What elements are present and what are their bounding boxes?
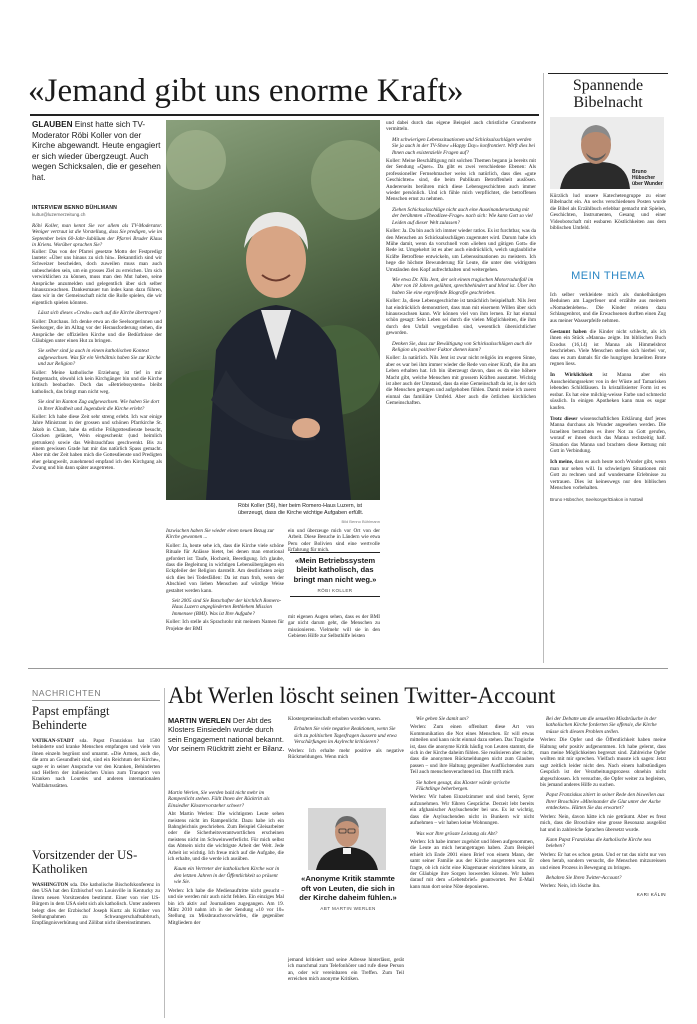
bottom-column-c	[410, 716, 534, 890]
sidebar-section-label: MEIN THEMA	[571, 270, 645, 282]
answer: Werlen: Wir haben Einzelzimmer und sind bereit, Syrer aufzunehmen. Wir führen Gespräche. Derzeit lebt bereits ein afghanischer Asylsuchender bei uns. Es ist wichtig, dass die Asylsuchenden nicht in Bunkern wir nicht aufnehmen – wir haben keine Wohnungen.	[410, 794, 534, 827]
question: Behalten Sie Ihren Twitter-Account?	[546, 874, 622, 881]
question: Kaum ein Vertreter der katholischen Kirche war in den letzten Jahren in der Öffentlichkeit so präsent wie Sie.	[174, 866, 280, 886]
answer: Werlen: Ich habe die Medienauftritte nicht gesucht – und sie werden mir auch nicht fehlen. Ein einziges Mal bin ich aktiv auf Journalisten zugegangen. Am 19. März 2010 nahm ich in der Sendung «10 vor 10» Stellung zu Missbrauchsvorwürfen, die gegenüber Mitgliedern der	[168, 887, 284, 926]
bottom-column-a	[168, 790, 284, 926]
sidebar-divider	[543, 73, 544, 663]
sidebar-intro	[550, 193, 666, 231]
abbot-portrait	[308, 808, 386, 870]
answer: und dabei durch das eigene Beispiel auch christliche Grundwerte vermitteln.	[386, 120, 536, 133]
question: Wie gehen Sie damit um?	[416, 716, 469, 722]
column-2	[166, 528, 284, 632]
sidebar-body	[550, 292, 666, 503]
bottom-lead-bold: MARTIN WERLEN	[168, 716, 231, 725]
answer: Koller: Ja, heute sehe ich, dass die Kirche viele schöne Rituale für Anlässe bietet, bei denen man emotional gefordert ist: Taufe, Hochzeit, Beerdigung. Ich glaube, dass die Begleitung in wichtigen Lebensübergängen ein Eckpfeiler der Religion darstellt. Am deutlichsten zeigt sich dies bei Todesfällen: Da ist man froh, wenn der Abschied von lieben Menschen auf würdige Weise gestaltet werden kann.	[166, 542, 284, 594]
bottom-pull-quote	[298, 874, 398, 911]
bottom-column-b	[288, 716, 404, 760]
bold-lead: Gestaunt haben	[550, 329, 587, 336]
news-section-label: NACHRICHTEN	[32, 688, 102, 698]
question: Röbi Koller, man kennt Sie vor allem als TV-Moderator. Weniger vertraut ist die Vorstellung, dass Sie predigen, wie im September beim 60-Jahr-Jubiläum der Pfarrei Bruder Klaus in Kriens. Worüber sprachen Sie?	[32, 223, 162, 249]
answer: Koller: Ja natürlich. Nils Jent ist zwar nicht religiös im engeren Sinne, aber es war bei ihm immer wieder die Rede von einer Kraft, die ihn am Leben erhalten hat. Ich bin überzeugt davon, dass es da eine höhere Macht gibt, welche Menschen mit grossem Kräften ausstattet. Wichtig ist aber auch der Umstand, dass da eine Gemeinschaft da ist, in der sich die Menschen getragen und aufgehoben fühlen. Damit meine ich zuerst einmal das familiäre Umfeld. Aber auch die örtlichen kirchlichen Gemeinschaften.	[386, 355, 536, 407]
column-4	[386, 120, 536, 407]
answer: Werlen: Ich habe immer zugehört und Ideen aufgenommen, die Leute an mich herangetragen haben. Zum Beispiel erhielt ich Ende 2001 einen Brief von einem Mann, der samt seiner Familie aus der Kirche ausgetreten war. Er fragte, ob ich nicht eine Klagemauer einrichten könnte, an der Gläubige ihre Sorgen loswerden können. Wir haben darauf mit dem «Gebetsbrief» geantwortet. Per E-Mail kann man dort seine Nöte deponieren.	[410, 838, 534, 890]
photo-caption: Röbi Koller (56), hier beim Romero-Haus Luzern, ist überzeugt, dass die Kirche wichtige Aufgaben erfüllt.	[238, 503, 364, 516]
paragraph-text: dass es auch heute noch Wunder gibt, wenn man nur sehen will. In schwierigen Situationen mit Gott zu rechnen und auf wundersame Erlebnisse zu vertrauen. Dies ist keineswegs nur den biblischen Menschen vorbehalten.	[550, 459, 666, 491]
paragraph-text: wissenschaftlichen Erklärung darf jenes Manna durchaus als Wunder angesehen werden. Die Israeliten betrachten es ihrer Not zu Gott gerufen, worauf er ihnen durch das Manna rechtzeitig half. Situation das Manna und brachten diese Rettung mit Gott in Verbindung.	[550, 415, 667, 454]
question: Bei der Debatte um die sexuellen Missbräuche in der katholischen Kirche forderten Sie offensiv, die Kirche müsse sich diesem Problem stellen.	[546, 716, 657, 735]
bottom-column-b-end	[288, 957, 404, 983]
article-author: KARI KÄLIN	[636, 891, 666, 897]
answer: Klostergemeinschaft erhoben worden waren.	[288, 716, 381, 722]
news2-text: sda. Die katholische Bischofskonferenz in den USA hat den Erzbischof von Louisville in Kentucky zu ihrem neuen Vorsitzenden bestimmt. Einer von vier US-Bürgern in dem USA sieht sich als katholisch. Unter anderem belegt dies der Erzbischof Joseph Kurtz als Kritiker von Stellungnahmen zu Schwangerschaftsabbruch, Empfängnisverhütung und Zölibat nicht übereinstimmen.	[32, 882, 160, 927]
sidebar-signature: Bruno Hübscher, Seelsorger/Diakon in Nottwil	[550, 497, 644, 503]
news-rule	[32, 700, 160, 701]
answer: Koller: Meine Beschäftigung mit solchen Themen begann ja bereits mit der Sendung «Quer». Da gibt es zwei verschiedene Ebenen: Als professioneller Fernsehmacher weiss ich natürlich, dass dies «gute Geschichten» sind, die beim Publikum Betroffenheit auslösen. Andererseits berühren mich diese Lebensgeschichten auch immer wieder persönlich. Und ich fühle mich verpflichtet, die betroffenen Menschen ernst zu nehmen.	[386, 158, 536, 203]
news1-place: VATIKAN-STADT	[32, 738, 75, 744]
bottom-lead	[168, 716, 288, 754]
answer: Werlen: Ich erhalte mehr positive als negative Rückmeldungen. Wenn mich	[288, 747, 404, 761]
page-divider	[28, 668, 668, 669]
answer: Werlen: Nein, davon hätte ich nie geträumt. Aber es freut mich, dass die Broschüre eine grosse Resonanz ausgelöst hat und in zahlreiche Sprachen übersetzt wurde.	[540, 813, 666, 833]
paragraph-text: ist Manna aber ein Ausscheidungssekret von in der Wüste auf Tamarisken lebenden Schildläusen. In kristallisierter Form ist es essbar. Es hat eine milchig-weisse Farbe und schmeckt süsslich. In einigen Apotheken kann man es sogar kaufen.	[550, 372, 667, 411]
byline: INTERVIEW BENNO BÜHLMANN	[32, 205, 118, 211]
bottom-lead-text: Der Abt des Klosters Einsiedeln wurde durch sein Engagement national bekannt. Vor seinem Rücktritt zieht er Bilanz.	[168, 716, 285, 754]
lead-bold: GLAUBEN	[32, 120, 73, 129]
paragraph-text: die Kinder nicht schlecht, als ich ihnen ein Stück «Manna» zeigte. Im biblischen Buch Exodus (16,14) ist Manna als Himmelsbrot beschrieben. Viele Menschen stellen sich hierbei vor, dass es zum damals für die hungrigen Israeliten Brote regnen liess.	[550, 329, 667, 368]
answer: Koller: Ich habe diese Zeit sehr streng erlebt. Ich war einige Jahre Ministrant in der grossen und schönen Pfarrkirche St. Jakob in Cham, habe da etliche Frühgottesdienste besucht, Glocken geläutet, Wein eingeschenkt (und heimlich getrunken) sowie das Weihrauchfass geschwenkt. Bis zu einem gewissen Grade hat mir das natürlich Spass gemacht. Aber mit der Zeit haben mich die Gottesdienste und Predigten eher gelangweilt, zunehmend empfand ich den Kirchgang als Zwang und bin dann später ausgetreten.	[32, 413, 162, 472]
question: Inzwischen haben Sie wieder einen neuen Bezug zur Kirche gewonnen ...	[166, 528, 275, 541]
question: Wie etwa Dr. Nils Jent, der seit einem tragischen Motorradunfall im Alter von 18 Jahren gelähmt, sprechbehindert und blind ist. Über ihn haben Sie eine ergreifende Biografie geschrieben.	[392, 276, 536, 296]
answer: Werlen: Er hat es schon getan. Und er tut das nicht nur von oben herab, sondern versucht, die Menschen mitzureissen und einen Prozess in Bewegung zu bringen.	[540, 851, 666, 871]
answer: Koller: Meine katholische Erziehung ist tief in mir festgemacht, obwohl ich kein Kirchgänger bin und die Kirche kritisch beobachte. Doch das «Betriebssystem» bleibt katholisch, das bringt man nicht weg.	[32, 369, 162, 395]
answer: Werlen: Die Opfer und die Öffentlichkeit haben meine Haltung sehr positiv aufgenommen. Ich habe gelernt, dass man meine Möglichkeiten begrenzt sind. Zahlreiche Opfer wollten mit mir sprechen. Vielfach musste ich sagen: Jetzt sagt zeitlich leider nicht den. Nach einem halbstündigen Gespräch ist der Verarbeitungsprozess ohnehin nicht abgeschlossen. Ich versuchte, die Opfer weiter zu begleiten, bis jemand anderes Hilfe zu suchen.	[540, 737, 666, 789]
question: Was war Ihre grösste Leistung als Abt?	[416, 830, 498, 837]
bottom-photo	[308, 808, 386, 870]
sidebar-paragraph	[550, 416, 666, 454]
sidebar-paragraph	[550, 329, 666, 367]
main-photo	[166, 120, 380, 500]
sidebar-paragraph	[550, 372, 666, 410]
column-1	[32, 223, 162, 472]
question: Denken Sie, dass zur Bewältigung von Schicksalsschlägen auch die Religion als positiver Faktor dienen kann?	[392, 340, 532, 353]
news1-body	[32, 738, 160, 789]
sidebar-rule-top	[548, 73, 668, 74]
sidebar-photo-caption: Bruno Hübscher über Wunder	[632, 169, 663, 187]
question: Papst Franziskus zitiert in seiner Rede den bisweilen aus Ihrer Broschüre «Miteinander die Glut unter der Asche entdecken». Hätten Sie das erwartet?	[546, 792, 665, 812]
answer: jemand kritisiert und seine Adresse hinterlässt, gerät ich manchmal zum Telefonhörer und rufe diese Person an, oder wir vereinbaren ein Treffen. Zum Teil erreichen mich anonyme Kritiken.	[288, 957, 404, 983]
news2-body	[32, 882, 160, 927]
sidebar-paragraph: Ich selber verkleidete mich als dunkelhäutigen Beduinen am Lagerfeuer und erzählte aus meinem «Nomadenleben». Die Kinder reisten dazu Schlangenbrot, und die Erwachsenen durften einen Zug aus meiner Wasserpfeife nehmen.	[550, 292, 666, 324]
question: Erhalten Sie viele negative Reaktionen, wenn Sie sich zu politischen Tagesfragen äussern und etwa Verschärfungen im Asylrecht kritisieren?	[294, 726, 397, 746]
column-3-end	[288, 614, 380, 640]
question: Sie sind im Kanton Zug aufgewachsen. Wie haben Sie dort in Ihrer Kindheit und Jugendzeit die Kirche erlebt?	[38, 399, 160, 412]
question: Mit schwierigen Lebenssituationen und Schicksalsschlägen werden Sie ja auch in der TV-Show «Happy Day» konfrontiert. Wirft dies bei Ihnen auch existenzielle Fragen auf?	[392, 136, 536, 156]
bottom-column-d	[540, 716, 666, 897]
answer: Koller: Durchaus. Ich denke etwa an die Seelsorgerinnen und Seelsorger, die im Alltag vor der Herausforderung stehen, die Ansprüche der offiziellen Kirche und die Bedürfnisse der Gläubigen unter einen Hut zu bringen.	[32, 318, 162, 344]
answer: Werlen: Nein, ich lösche ihn.	[540, 883, 601, 890]
question: Seit 2005 sind Sie Botschafter der kirchlich Romero-Haus Luzern angegliederten Bethlehem Mission Immensee (BMI). Was ist Ihre Aufgabe?	[172, 598, 282, 617]
answer: Koller: Ja. Da bin auch ich immer wieder ratlos. Es ist furchtbar, was da den Menschen an Schicksalsschlägen zugemutet wird. Darum habe ich Mühe damit, wenn da vorschnell vom «lieben und gütigen Gott» die Rede ist. Umgekehrt ist es aber auch eindrücklich, welch unglaubliche Kräfte Betroffene entwickeln, um Lebenssituationen zu meistern. Ich hege die höchste Bewunderung für Leute, die unter den widrigsten Umständen den Kopf aufrechthalten und weitergehen.	[386, 228, 536, 273]
question: Kann Papst Franziskus die katholische Kirche neu beleben?	[546, 836, 651, 850]
question: Ziehen Schicksalsschläge nicht auch eine Auseinandersetzung mit der berühmten «Theodizee-Frage» nach sich: Wie kann Gott so viel Leiden auf dieser Welt zulassen?	[392, 206, 533, 226]
question: Martin Werlen, Sie werden bald nicht mehr im Rampenlicht stehen. Fällt Ihnen der Rücktritt als Einsiedler Klostervorsteher schwer?	[168, 790, 270, 809]
bold-lead: Ich meine,	[550, 459, 574, 466]
news2-place: WASHINGTON	[32, 882, 69, 888]
sidebar-intro-text: Kürzlich lud unsere Katechetengruppe zu einer Bibelnacht ein. An sechs verschiedenen Posten wurde die Bibel als Erzählbuch erlebbar gemacht mit Spielen, Geschichten, Instrumenten, Gesang und einer Videobotschaft mit essbaren Köstlichkeiten aus dem biblischen Umfeld.	[550, 193, 666, 232]
sidebar-photo	[550, 117, 664, 189]
pull-quote-author: RÖBI KOLLER	[317, 587, 353, 593]
lead	[32, 120, 162, 183]
headline-rule	[30, 114, 539, 116]
news1-text: sda. Papst Franziskus hat 1500 behinderte und kranke Menschen empfangen und viele von ihnen einzeln begrüsst und umarmt. «Die Armen, auch die, die arm an Gesundheit sind, sind ein Reichtum der Kirche», sagte er in seiner Ansprache vor den Kranken, Behinderten und Helfern der italienischen Union zum Transport von Kranken nach Lourdes und anderen internationalen Wallfahrtsstätten.	[32, 738, 160, 789]
question: Sie selber sind ja auch in einem katholischen Kontext aufgewachsen. Was für ein Verhältnis haben Sie zur Kirche und zur Religion?	[38, 348, 161, 368]
lead-text: Einst hatte sich TV-Moderator Röbi Koller von der Kirche abgewandt. Heute engagiert er sich wieder übergzeugt. Auch wegen Schicksalen, die er gesehen hat.	[32, 120, 161, 182]
portrait-illustration	[166, 120, 380, 500]
answer: Abt Martin Werlen: Die wichtigsten Leute sehen meistens nicht im Rampenlicht. Dazu habe ich ein Bahngleichnis geschrieben. Zum Beispiel Gleisarbeiter oder die Sicherheitsverantwortlichen erscheinen meistens nicht im Schweinwerferlicht. Für mich selbst das Abtsein nicht die wichtigste Arbeit der Welt. Jede Arbeit ist wichtig. Ich freue mich auf die Aufgabe, die ich erhalte, und die werde ich ausüben.	[168, 811, 284, 863]
news1-title: Papst empfängt Behinderte	[32, 704, 110, 732]
bold-lead: Trotz dieser	[550, 415, 578, 422]
sidebar-title: Spannende Bibelnacht	[572, 77, 644, 111]
sidebar-paragraph	[550, 459, 666, 491]
pull-quote-text: «Anonyme Kritik stammte oft von Leuten, die sich in der Kirche daheim fühlen.»	[299, 874, 397, 903]
bold-lead: In Wirklichkeit	[550, 372, 593, 379]
answer: Koller: Ich stelle als Sprachrohr mit meinem Namen für Projekte der BMI	[166, 619, 284, 632]
headline: «Jemand gibt uns enorme Kraft»	[28, 73, 464, 109]
column-3	[288, 528, 380, 554]
photo-credit: Bild Benno Bühlmann	[341, 519, 380, 524]
answer: Koller: Ja, diese Lebensgeschichte ist tatsächlich beispielhaft. Nils Jent hat eindrücklich demonstriert, dass man mit eisernem Willen über sich hinauswachsen kann. Wir können viel von ihm lernen. Er hat einmal schön gesagt: Sein Leben sei durch die vielen Möglichkeiten, die ihm durch den Unfall weggefallen sind, wesentlich übersichtlicher geworden.	[386, 298, 536, 337]
answer: ein und überzeuge mich vor Ort von der Arbeit. Diese Besuche in Ländern wie etwa Peru oder Bolivien sind eine wertvolle Erfahrung für mich.	[288, 528, 380, 554]
question: Sie haben gesagt, das Kloster würde syrische Flüchtlinge beherbergen.	[416, 779, 510, 793]
answer: Werlen: Zum einen offenbart diese Art von Kommunikation die Not eines Menschen. Er will etwas mitteilen und kann nicht einmal dazu stehen. Das Tragische ist, dass die anonyme Kritik häufig von Leuten stammt, die sich in der Kirche daheim fühlen. Sie realisieren aber nicht, dass die anonymen Rückmeldungen nicht zum Glauben passen – und ihre Haltung gegenüber Ausflüchtenden zum Teil auch menschenverachtend ist. Das trifft mich.	[410, 724, 534, 776]
news2-title: Vorsitzender der US-Katholiken	[32, 848, 138, 876]
bottom-headline: Abt Werlen löscht seinen Twitter-Account	[168, 683, 556, 708]
email: kultur@luzernerzeitung.ch	[32, 212, 86, 217]
pull-quote-author: ABT MARTIN WERLEN	[320, 905, 376, 911]
news-divider	[164, 688, 165, 1018]
pull-quote-text: «Mein Betriebssystem bleibt katholisch, das bringt man nicht weg.»	[293, 555, 377, 584]
pull-quote	[290, 552, 380, 596]
answer: Koller: Das von der Pfarrei gesetzte Motto der Festpredigt lautete: «Über uns hinaus zu sich hin». Bekanntlich sind wir Schweizer bescheiden, doch zuweilen muss man auch unbescheiden sein, um ein grosses Ziel zu erreichen. Um sich verwirklichen zu können, muss man den Mut haben, seine Ansprüche anzumelden und gelegentlich über sich selber hinauszuwachsen. Dankesmauer tun indes kann dazu führen, dass wir in der Gemeinschaft nicht die Rolle spielen, die wir eigentlich spielen könnten.	[32, 248, 162, 306]
answer: mit eigenen Augen sehen, dass es der BMI gar nicht darum geht, die Menschen zu missionieren. Vielmehr will sie in den Gebieten Hilfe zur Selbsthilfe leisten	[288, 614, 380, 640]
question: Lässt sich dieses «Credo» auch auf die Kirche übertragen?	[38, 310, 161, 317]
